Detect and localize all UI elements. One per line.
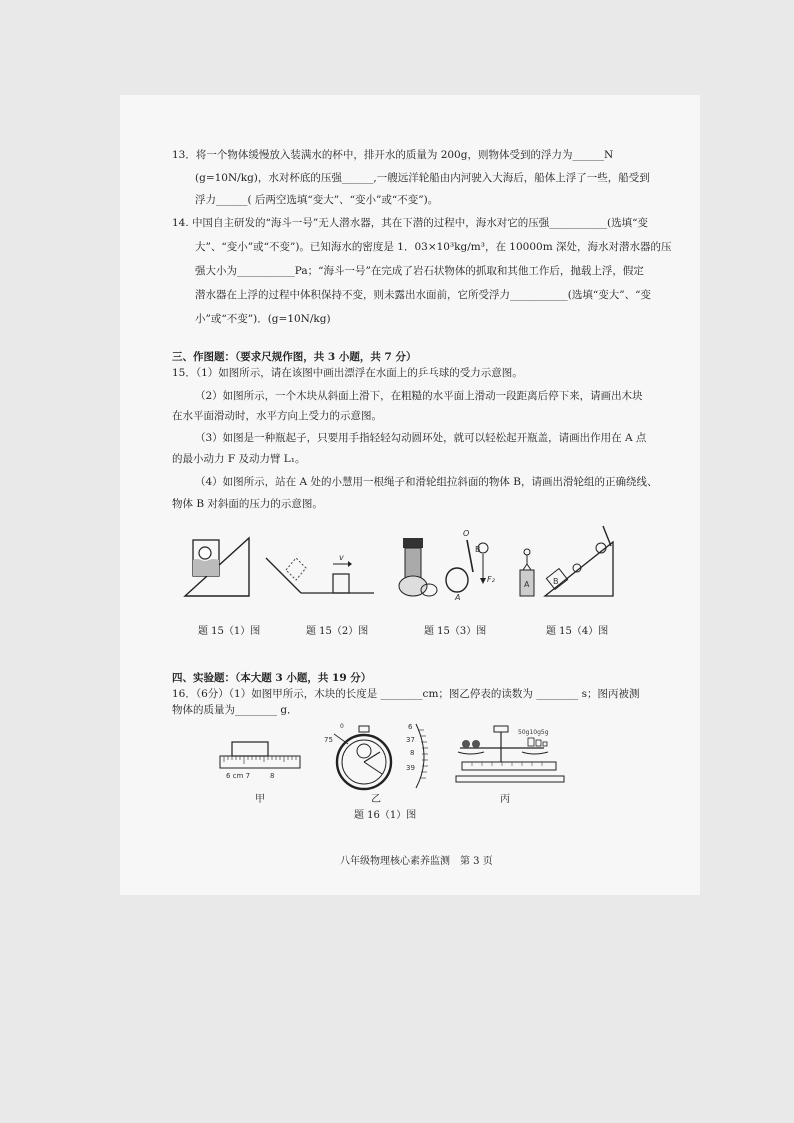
q15-part3-line2: 的最小动力 F 及动力臂 L₁。 <box>172 453 306 465</box>
figure-15-2 <box>266 548 376 600</box>
caption-15-4: 题 15（4）图 <box>546 626 609 637</box>
stopwatch-label-39: 39 <box>406 764 415 772</box>
fig-label-yi: 乙 <box>371 794 381 805</box>
q14-line2: 大”、“变小”或“不变”)。已知海水的密度是 1．03×10³kg/m³，在 10000m 深处，海水对潜水器的压 <box>195 241 672 253</box>
figure-15-3 <box>395 530 505 605</box>
label-b: B <box>475 545 481 554</box>
stopwatch-label-75: 75 <box>324 736 333 744</box>
q14-line5: 小”或“不变”)．(g=10N/kg) <box>195 313 331 325</box>
label-a4: A <box>524 580 530 589</box>
fig-label-bing: 丙 <box>500 794 510 805</box>
figure-16-stopwatch <box>320 718 432 790</box>
label-f2: F₂ <box>487 575 495 584</box>
q15-part1: 15．（1）如图所示，请在该图中画出漂浮在水面上的乒乓球的受力示意图。 <box>172 367 523 379</box>
label-a: A <box>455 593 461 602</box>
figure-16-balance <box>452 722 574 788</box>
stopwatch-label-6: 6 <box>408 723 413 731</box>
caption-15-2: 题 15（2）图 <box>306 626 369 637</box>
figure-15-4 <box>515 520 615 600</box>
q14-line3: 强大小为___________Pa；“海斗一号”在完成了岩石状物体的抓取和其他工作后，抛载上浮，假定 <box>195 265 644 277</box>
q15-part2-line1: （2）如图所示，一个木块从斜面上滑下，在粗糙的水平面上滑动一段距离后停下来，请画出木块 <box>195 390 643 402</box>
caption-16-1: 题 16（1）图 <box>354 810 417 821</box>
fig-label-jia: 甲 <box>255 794 265 805</box>
q13-line3: 浮力______( 后两空选填“变大”、“变小”或“不变”)。 <box>195 194 439 206</box>
q16-line1: 16．（6分）（1）如图甲所示，木块的长度是 ________cm；图乙停表的读数为 ________ s；图丙被测 <box>172 688 640 700</box>
caption-15-1: 题 15（1）图 <box>198 626 261 637</box>
q14-line4: 潜水器在上浮的过程中体积保持不变，则未露出水面前，它所受浮力___________(选填“变大”、“变 <box>195 289 651 301</box>
label-b4: B <box>553 577 559 586</box>
q15-part3-line1: （3）如图是一种瓶起子，只要用手指轻轻勾动圆环处，就可以轻松起开瓶盖，请画出作用在 A 点 <box>195 432 647 444</box>
q16-line2: 物体的质量为________ g． <box>172 704 298 716</box>
weights-label: 50g10g5g <box>518 729 549 736</box>
stopwatch-label-8: 8 <box>410 749 415 757</box>
caption-15-3: 题 15（3）图 <box>424 626 487 637</box>
figure-15-1 <box>183 528 253 598</box>
q13-line1: 13．将一个物体缓慢放入装满水的杯中，排开水的质量为 200g，则物体受到的浮力为______N <box>172 149 614 161</box>
q14-line1: 14. 中国自主研发的“海斗一号”无人潜水器，其在下潜的过程中，海水对它的压强___________(选填“变 <box>172 217 648 229</box>
page-footer: 八年级物理核心素养监测 第 3 页 <box>340 856 493 867</box>
velocity-label: v <box>339 553 344 562</box>
q13-line2: (g=10N/kg)，水对杯底的压强______,一艘远洋轮船由内河驶入大海后，船体上浮了一些，船受到 <box>195 172 650 184</box>
figure-16-ruler <box>220 740 302 782</box>
q15-part4-line1: （4）如图所示，站在 A 处的小慧用一根绳子和滑轮组拉斜面的物体 B，请画出滑轮组的正确绕线、 <box>195 476 658 488</box>
stopwatch-label-0: 0 <box>340 723 344 730</box>
ruler-label: 6 cm 7 <box>226 772 251 780</box>
stopwatch-label-37: 37 <box>406 736 415 744</box>
section3-title: 三、作图题：（要求尺规作图，共 3 小题，共 7 分） <box>172 351 417 363</box>
q15-part2-line2: 在水平面滑动时，水平方向上受力的示意图。 <box>172 410 382 422</box>
label-o: O <box>463 529 470 538</box>
q15-part4-line2: 物体 B 对斜面的压力的示意图。 <box>172 498 323 510</box>
section4-title: 四、实验题：（本大题 3 小题，共 19 分） <box>172 672 372 684</box>
ruler-8: 8 <box>270 772 275 780</box>
